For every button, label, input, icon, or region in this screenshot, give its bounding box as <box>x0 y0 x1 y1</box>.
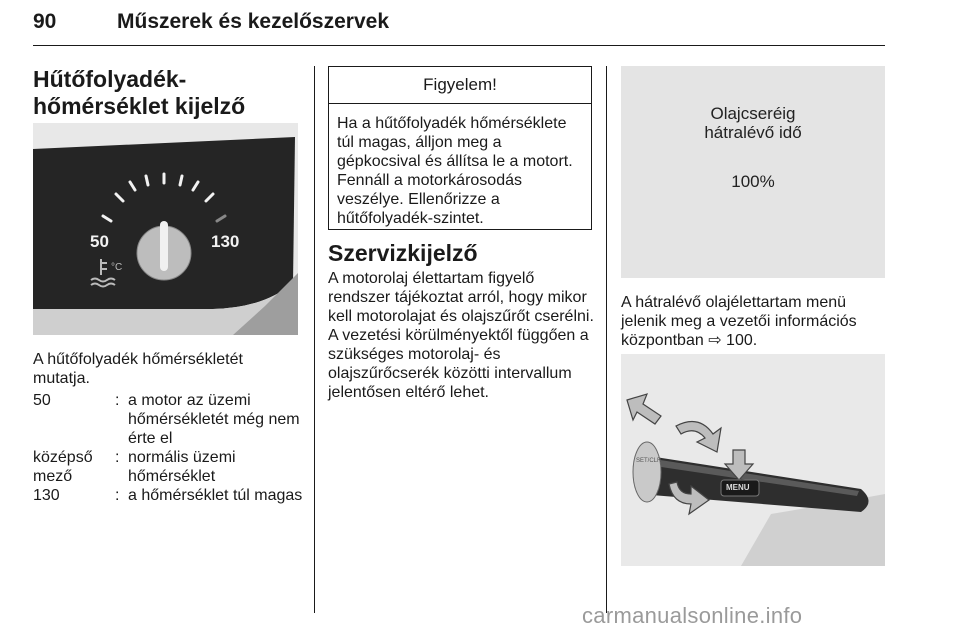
warning-title: Figyelem! <box>329 67 591 104</box>
oil-life-text <box>621 293 885 350</box>
page-reference[interactable]: 100. <box>726 332 758 349</box>
column-divider-left <box>314 66 315 613</box>
definition-colon: : <box>115 449 120 466</box>
definition-term: 130 <box>33 487 60 504</box>
gauge-caption: A hűtőfolyadék hőmérsékletét mutatja. <box>33 351 243 387</box>
menu-button[interactable]: MENU <box>726 483 750 492</box>
coolant-gauge-figure <box>33 123 298 335</box>
definition-term: középső mező <box>33 449 93 485</box>
definition-list <box>33 391 305 516</box>
warning-text: Ha a hűtőfolyadék hőmérséklete túl magas, álljon meg a gépkocsival és állítsa le a motort. Fennáll a motorkárosodás veszélye. Ellenőrizze a hűtőfolyadék-szintet. <box>337 115 573 227</box>
display-title-line2: hátralévő idő <box>704 123 802 142</box>
header-rule <box>33 45 885 46</box>
column-divider-right <box>606 66 607 613</box>
display-title-line1: Olajcseréig <box>710 104 796 123</box>
definition-text: a motor az üzemi hőmérsékletét még nem érte el <box>128 392 300 447</box>
watermark: carmanualsonline.info <box>582 603 803 628</box>
definition-term: 50 <box>33 392 51 409</box>
stalk-figure <box>621 354 885 566</box>
gauge-label-130: 130 <box>211 232 240 251</box>
service-text: A motorolaj élettartam figyelő rendszer tájékoztat arról, hogy mikor kell motorolajat és olajszűrőt cserélni. A vezetési körülményektől függően a szükséges motorolaj- és olajszűrőcserék közötti intervallum jelentősen eltérő lehet. <box>328 270 594 401</box>
coolant-gauge-illustration <box>33 123 298 335</box>
section-heading-coolant: Hűtőfolyadék-hőmérséklet kijelző <box>33 66 246 119</box>
definition-colon: : <box>115 392 120 409</box>
oil-life-text-body: A hátralévő olajélettartam menü jelenik meg a vezetői információs központban <box>621 294 857 349</box>
definition-text: a hőmérséklet túl magas <box>128 487 303 504</box>
display-value: 100% <box>731 172 775 191</box>
definition-colon: : <box>115 487 120 504</box>
definition-text: normális üzemi hőmérséklet <box>128 449 236 485</box>
gauge-label-50: 50 <box>90 232 109 251</box>
gauge-unit: °C <box>111 262 123 273</box>
chapter-title: Műszerek és kezelőszervek <box>117 10 390 33</box>
page-number: 90 <box>33 10 57 33</box>
set-clr-label: SET/CLR <box>636 458 662 464</box>
oil-life-display-figure <box>621 66 885 278</box>
warning-box <box>328 66 592 230</box>
section-heading-service: Szervizkijelző <box>328 240 478 266</box>
page-reference-icon[interactable]: ⇨ <box>708 332 722 349</box>
